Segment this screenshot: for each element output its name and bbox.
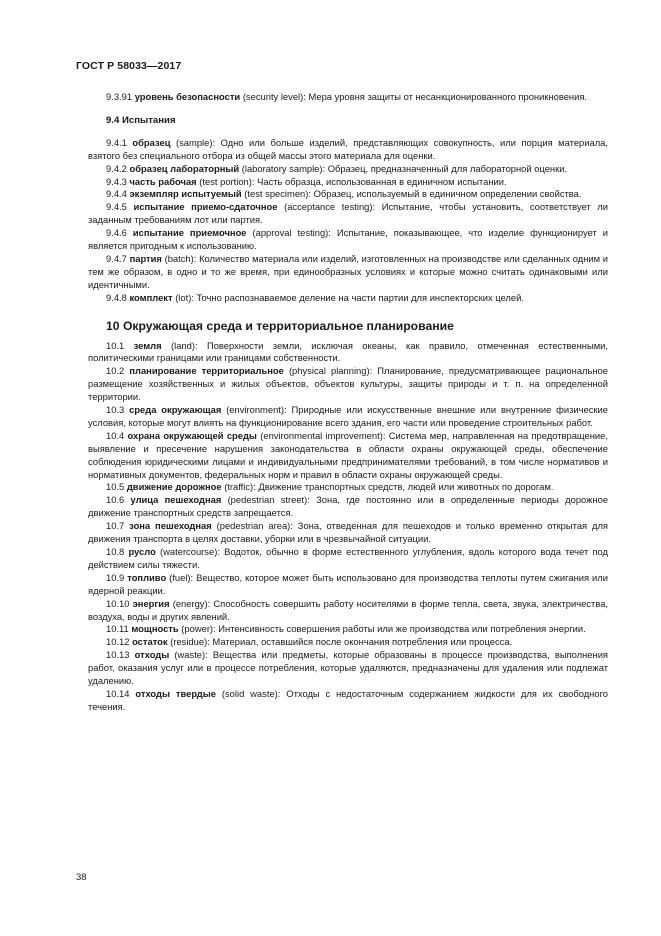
term-definition: Вещество, которое может быть использовано для производства теплоты путем сжигания или ядерной реакции. bbox=[88, 571, 609, 596]
term-number: 9.4.7 bbox=[106, 252, 127, 264]
term-definition: Образец, используемый в единичном определении свойства. bbox=[313, 188, 582, 200]
term-number: 9.4.8 bbox=[106, 291, 127, 303]
term-entry bbox=[88, 572, 608, 598]
term-name: зона пешеходная bbox=[129, 520, 212, 532]
term-name: часть рабочая bbox=[129, 175, 197, 187]
term-english: (lot): bbox=[175, 291, 194, 303]
term-definition: Зона, где постоянно или в определенные периоды дорожное движение транспортных средств запрещается. bbox=[88, 494, 609, 519]
term-number: 10.8 bbox=[106, 546, 125, 557]
term-english: (batch): bbox=[164, 252, 197, 264]
term-name: энергия bbox=[132, 597, 170, 609]
term-definition: Зона, отведенная для пешеходов и только временно открытая для движения транспорта в целях доставки, уборки или в чрезвычайной ситуации. bbox=[88, 520, 609, 545]
term-name: испытание приемо-сдаточное bbox=[133, 201, 278, 213]
term-number: 10.6 bbox=[106, 494, 125, 506]
term-definition: Поверхности земли, исключая океаны, как правило, отмеченная естественными, политическими границами или границами собственности. bbox=[88, 339, 609, 364]
term-entry bbox=[88, 688, 608, 714]
term-definition: Интенсивность совершения работы или же производства или потребления энергии. bbox=[218, 623, 586, 635]
term-english: (power): bbox=[181, 623, 216, 635]
term-number: 9.4.4 bbox=[106, 188, 127, 200]
term-english: (laboratory sample): bbox=[241, 162, 326, 174]
term-number: 10.3 bbox=[106, 404, 125, 416]
term-definition: Способность совершить работу носителями в форме тепла, света, звука, электричества, воздуха, воды и других явлений. bbox=[88, 597, 609, 622]
term-english: (energy): bbox=[172, 597, 211, 609]
term-english: (approval testing): bbox=[252, 227, 331, 239]
term-english: (land): bbox=[171, 339, 198, 351]
term-name: отходы твердые bbox=[135, 687, 216, 699]
term-name: охрана окружающей среды bbox=[127, 429, 257, 441]
term-name: остаток bbox=[132, 636, 168, 648]
term-entry bbox=[88, 227, 608, 253]
term-name: образец bbox=[132, 136, 171, 148]
term-english: (waste): bbox=[174, 649, 208, 661]
term-name: образец лабораторный bbox=[129, 162, 240, 174]
term-name: отходы bbox=[134, 649, 170, 661]
term-entry bbox=[88, 623, 608, 636]
term-entry bbox=[88, 253, 608, 292]
term-number: 9.4.3 bbox=[106, 175, 127, 187]
term-number: 10.14 bbox=[106, 687, 130, 699]
term-entry bbox=[88, 176, 608, 189]
term-english: (environment): bbox=[226, 404, 287, 416]
term-english: (test portion): bbox=[199, 175, 255, 187]
term-number: 10.1 bbox=[106, 339, 125, 351]
term-name: планирование территориальное bbox=[129, 365, 284, 377]
term-definition: Движение транспортных средств, людей или животных по дорогам. bbox=[258, 481, 554, 493]
term-definition: Точно распознаваемое деление на части партии для инспекторских целей. bbox=[196, 291, 524, 303]
term-definition: Вещества или предметы, которые образованы в процессе производства, выполнения работ, оказания услуг или в процессе потребления, которые удаляются, предназначены для удаления или подлежат удалению. bbox=[88, 649, 609, 687]
document-header: ГОСТ Р 58033—2017 bbox=[76, 60, 182, 72]
term-entry bbox=[88, 201, 608, 227]
term-definition: Отходы с недостаточным содержанием жидкости для их свободного течения. bbox=[88, 687, 608, 712]
term-number: 10.12 bbox=[106, 636, 130, 648]
term-definition: Мера уровня защиты от несанкционированного проникновения. bbox=[308, 91, 588, 102]
term-name: среда окружающая bbox=[129, 404, 222, 416]
term-entry bbox=[88, 188, 608, 201]
term-definition: Система мер, направленная на предотвращение, выявление и пресечение нарушения законодательства в области охраны окружающей среды, обеспечение соблюдения юридическими лицами и индивидуальными предпринимателями требований, в том числе нормативов и нормативных документов, федеральных норм и правил в области охраны окружающей среды. bbox=[88, 429, 608, 480]
term-entry bbox=[88, 520, 608, 546]
term-list-9-4 bbox=[88, 137, 608, 305]
term-english: (environmental improvement): bbox=[260, 429, 386, 441]
term-number: 10.11 bbox=[106, 623, 129, 635]
term-english: (acceptance testing): bbox=[284, 201, 376, 213]
term-definition: Материал, оставшийся после окончания потребления или процесса. bbox=[212, 636, 513, 648]
term-english: (watercourse): bbox=[160, 546, 220, 557]
term-english: (traffic): bbox=[224, 481, 256, 493]
term-number: 9.4.5 bbox=[106, 201, 127, 213]
term-entry bbox=[88, 481, 608, 494]
term-definition: Природные или искусственные внешние или внутренние физические условия, которые могут влиять на функционирование всего здания, его части или проведение строительных работ. bbox=[88, 404, 609, 428]
term-entry bbox=[88, 494, 608, 520]
term-number: 9.4.2 bbox=[106, 162, 127, 174]
term-name: уровень безопасности bbox=[134, 91, 241, 102]
term-name: топливо bbox=[127, 571, 167, 583]
term-name: движение дорожное bbox=[126, 481, 222, 493]
term-definition: Планирование, предусматривающее рациональное размещение хозяйственных и жилых объектов, объектов культуры, защиты природы и т. п. на определенной территории. bbox=[88, 365, 608, 403]
term-english: (security level): bbox=[242, 91, 306, 102]
term-english: (physical planning): bbox=[288, 365, 373, 377]
document-body bbox=[88, 91, 608, 714]
term-name: испытание приемочное bbox=[132, 227, 247, 239]
term-definition: Водоток, обычно в форме естественного углубления, вдоль которого вода течет под действием силы тяжести. bbox=[88, 546, 609, 570]
term-entry bbox=[88, 137, 608, 163]
term-name: русло bbox=[128, 546, 156, 557]
term-name: партия bbox=[129, 252, 162, 264]
term-number: 10.13 bbox=[106, 649, 130, 661]
term-number: 10.4 bbox=[106, 429, 125, 441]
term-number: 10.10 bbox=[106, 597, 130, 609]
term-entry bbox=[88, 365, 608, 404]
term-number: 9.3.91 bbox=[106, 91, 133, 102]
term-english: (pedestrian street): bbox=[227, 494, 310, 506]
term-list-10 bbox=[88, 340, 608, 714]
section-heading: 10 Окружающая среда и территориальное планирование bbox=[106, 318, 454, 333]
term-number: 10.5 bbox=[106, 481, 125, 493]
term-definition: Испытание, показывающее, что изделие функционирует и является пригодным к использованию. bbox=[88, 227, 609, 252]
subsection-heading: 9.4 Испытания bbox=[106, 114, 176, 126]
term-name: мощность bbox=[131, 623, 179, 635]
term-english: (solid waste): bbox=[221, 687, 281, 699]
term-entry bbox=[88, 649, 608, 688]
term-entry bbox=[88, 292, 608, 305]
page-number: 38 bbox=[76, 872, 87, 883]
term-entry bbox=[88, 91, 608, 104]
term-entry bbox=[88, 636, 608, 649]
term-number: 9.4.1 bbox=[106, 136, 127, 148]
term-number: 9.4.6 bbox=[106, 227, 127, 239]
term-number: 10.7 bbox=[106, 520, 125, 532]
term-entry bbox=[88, 404, 608, 430]
term-entry bbox=[88, 546, 608, 572]
term-name: комплект bbox=[129, 291, 173, 303]
term-name: улица пешеходная bbox=[130, 494, 222, 506]
term-entry bbox=[88, 340, 608, 366]
term-definition: Одно или больше изделий, представляющих совокупность, или порция материала, взятого без специального отбора из общей массы этого материала для оценки. bbox=[88, 136, 608, 161]
term-entry bbox=[88, 163, 608, 176]
term-number: 10.2 bbox=[106, 365, 125, 377]
term-name: земля bbox=[133, 339, 162, 351]
term-english: (residue): bbox=[170, 636, 210, 648]
term-entry bbox=[88, 430, 608, 482]
term-english: (sample): bbox=[175, 136, 216, 148]
term-entry bbox=[88, 598, 608, 624]
term-english: (fuel): bbox=[169, 571, 194, 583]
term-english: (pedestrian area): bbox=[216, 520, 293, 532]
term-definition: Часть образца, использованная в единичном испытании. bbox=[257, 175, 507, 187]
term-number: 10.9 bbox=[106, 571, 125, 583]
term-english: (test specimen): bbox=[244, 188, 311, 200]
term-definition: Испытание, чтобы установить, соответствует ли заданным требованиям лот или партия. bbox=[88, 201, 608, 226]
term-definition: Количество материала или изделий, изготовленных на производстве или сделанных одним и тем же образом, в одно и то же время, при единообразных условиях и которые можно считать одинаковыми или идентичными. bbox=[88, 252, 609, 290]
term-name: экземпляр испытуемый bbox=[129, 188, 242, 200]
term-definition: Образец, предназначенный для лабораторной оценки. bbox=[327, 162, 568, 174]
